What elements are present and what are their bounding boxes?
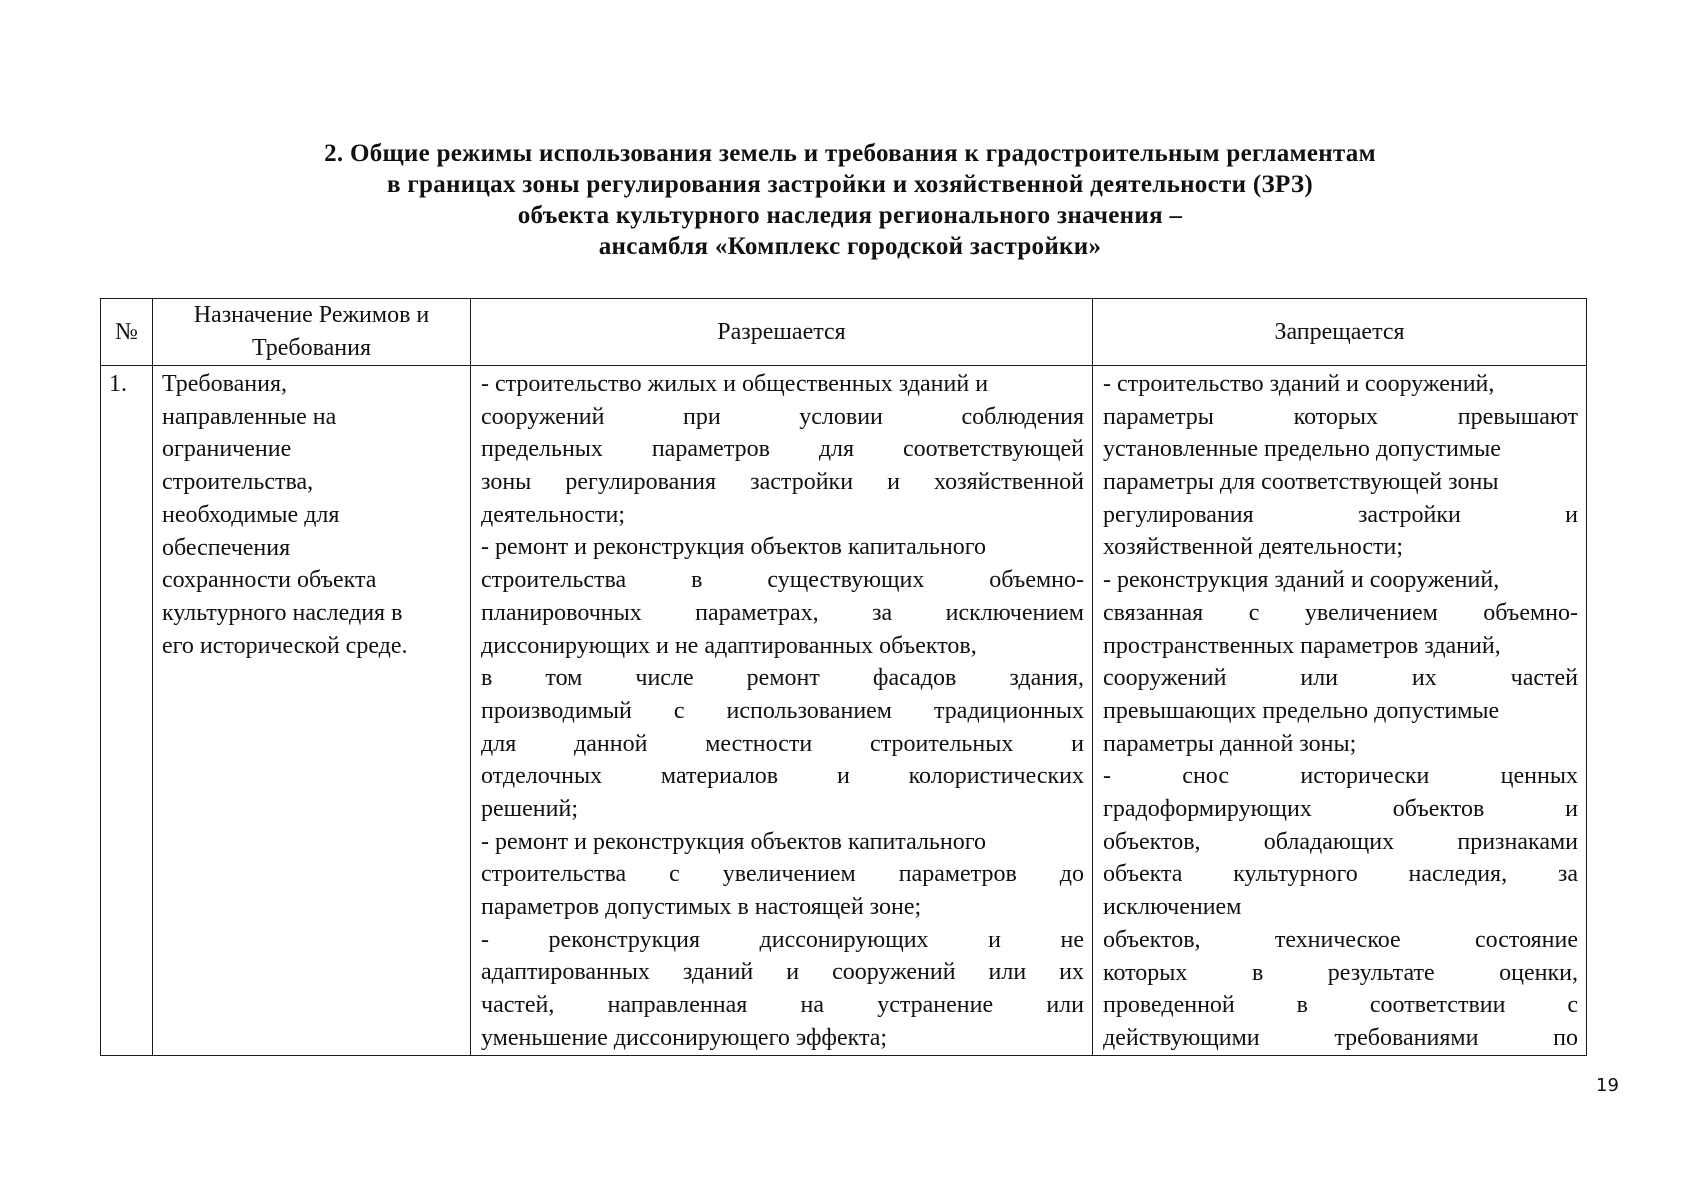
header-purpose: [153, 299, 471, 366]
row-forbidden: [1093, 366, 1587, 1056]
allowed-text-line: сооружений при условии соблюдения: [481, 403, 1084, 430]
table-row: [101, 366, 1587, 1056]
allowed-text-line: строительства с увеличением параметров до: [481, 861, 1084, 888]
forbidden-text-line: проведенной в соответствии с: [1103, 992, 1578, 1019]
forbidden-text-line: хозяйственной деятельности;: [1103, 534, 1404, 561]
purpose-text-line: необходимые для: [162, 501, 340, 528]
forbidden-text-line: - строительство зданий и сооружений,: [1103, 371, 1495, 397]
allowed-text-line: предельных параметров для соответствующей: [481, 436, 1084, 463]
forbidden-text-line: параметры для соответствующей зоны: [1103, 469, 1499, 496]
allowed-text-line: в том числе ремонт фасадов здания,: [481, 665, 1084, 692]
forbidden-text-line: действующими требованиями по: [1103, 1024, 1578, 1051]
title-line-3: объекта культурного наследия регионального значения –: [517, 202, 1183, 229]
forbidden-text-line: сооружений или их частей: [1103, 665, 1578, 692]
allowed-text-line: отделочных материалов и колористических: [481, 763, 1084, 790]
header-number: №: [101, 299, 153, 366]
forbidden-text-line: - снос исторически ценных: [1103, 763, 1578, 790]
forbidden-text-line: исключением: [1103, 894, 1242, 921]
forbidden-text-line: регулирования застройки и: [1103, 501, 1578, 528]
row-number: 1.: [101, 366, 153, 1056]
allowed-text-line: для данной местности строительных и: [481, 730, 1084, 757]
allowed-text-line: решений;: [481, 796, 578, 822]
page-number: 19: [1596, 1075, 1619, 1096]
allowed-text-line: планировочных параметрах, за исключением: [481, 599, 1084, 626]
allowed-text-line: параметров допустимых в настоящей зоне;: [481, 894, 922, 921]
forbidden-text-line: которых в результате оценки,: [1103, 959, 1578, 986]
forbidden-text-line: пространственных параметров зданий,: [1103, 632, 1501, 659]
regulations-table: [100, 298, 1587, 1056]
title-line-2: в границах зоны регулирования застройки и хозяйственной деятельности (ЗРЗ): [387, 171, 1313, 198]
forbidden-text-line: превышающих предельно допустимые: [1103, 697, 1500, 724]
row-allowed: [471, 366, 1093, 1056]
allowed-text-line: деятельности;: [481, 501, 626, 528]
header-allowed: Разрешается: [471, 299, 1093, 366]
allowed-text-line: диссонирующих и не адаптированных объектов,: [481, 632, 977, 659]
header-purpose-line-2: Требования: [251, 335, 371, 361]
forbidden-text-line: связанная с увеличением объемно-: [1103, 599, 1578, 626]
title-line-4: ансамбля «Комплекс городской застройки»: [598, 233, 1102, 260]
forbidden-text-line: - реконструкция зданий и сооружений,: [1103, 567, 1500, 594]
allowed-text-line: частей, направленная на устранение или: [481, 992, 1084, 1019]
forbidden-text-line: объектов, обладающих признаками: [1103, 828, 1578, 855]
forbidden-text-line: параметры данной зоны;: [1103, 730, 1357, 757]
purpose-text-line: ограничение: [162, 436, 292, 463]
header-forbidden: Запрещается: [1093, 299, 1587, 366]
allowed-text-line: - строительство жилых и общественных зданий и: [481, 371, 989, 397]
header-purpose-line-1: Назначение Режимов и: [193, 302, 430, 328]
forbidden-text-line: объекта культурного наследия, за: [1103, 861, 1578, 888]
allowed-text-line: зоны регулирования застройки и хозяйственной: [481, 469, 1084, 496]
forbidden-text-line: установленные предельно допустимые: [1103, 436, 1501, 463]
row-purpose: [153, 366, 471, 1056]
forbidden-text-line: параметры которых превышают: [1103, 403, 1578, 430]
allowed-text-line: строительства в существующих объемно-: [481, 567, 1084, 594]
purpose-text-line: направленные на: [162, 403, 337, 430]
forbidden-text-line: градоформирующих объектов и: [1103, 796, 1578, 823]
allowed-text-line: - ремонт и реконструкция объектов капитального: [481, 534, 986, 561]
allowed-text-line: адаптированных зданий и сооружений или их: [481, 959, 1084, 986]
title-line-1: 2. Общие режимы использования земель и требования к градостроительным регламентам: [324, 140, 1376, 167]
purpose-text-line: сохранности объекта: [162, 567, 377, 594]
purpose-text-line: обеспечения: [162, 534, 291, 561]
forbidden-text-line: объектов, техническое состояние: [1103, 926, 1578, 953]
table-header-row: [101, 299, 1587, 366]
purpose-text-line: культурного наследия в: [162, 599, 403, 626]
allowed-text-line: уменьшение диссонирующего эффекта;: [481, 1024, 888, 1051]
allowed-text-line: производимый с использованием традиционных: [481, 697, 1084, 724]
purpose-text-line: строительства,: [162, 469, 314, 496]
document-title: [200, 138, 1500, 262]
allowed-text-line: - ремонт и реконструкция объектов капитального: [481, 828, 986, 855]
purpose-text-line: Требования,: [162, 371, 288, 397]
purpose-text-line: его исторической среде.: [162, 632, 408, 659]
allowed-text-line: - реконструкция диссонирующих и не: [481, 926, 1084, 953]
